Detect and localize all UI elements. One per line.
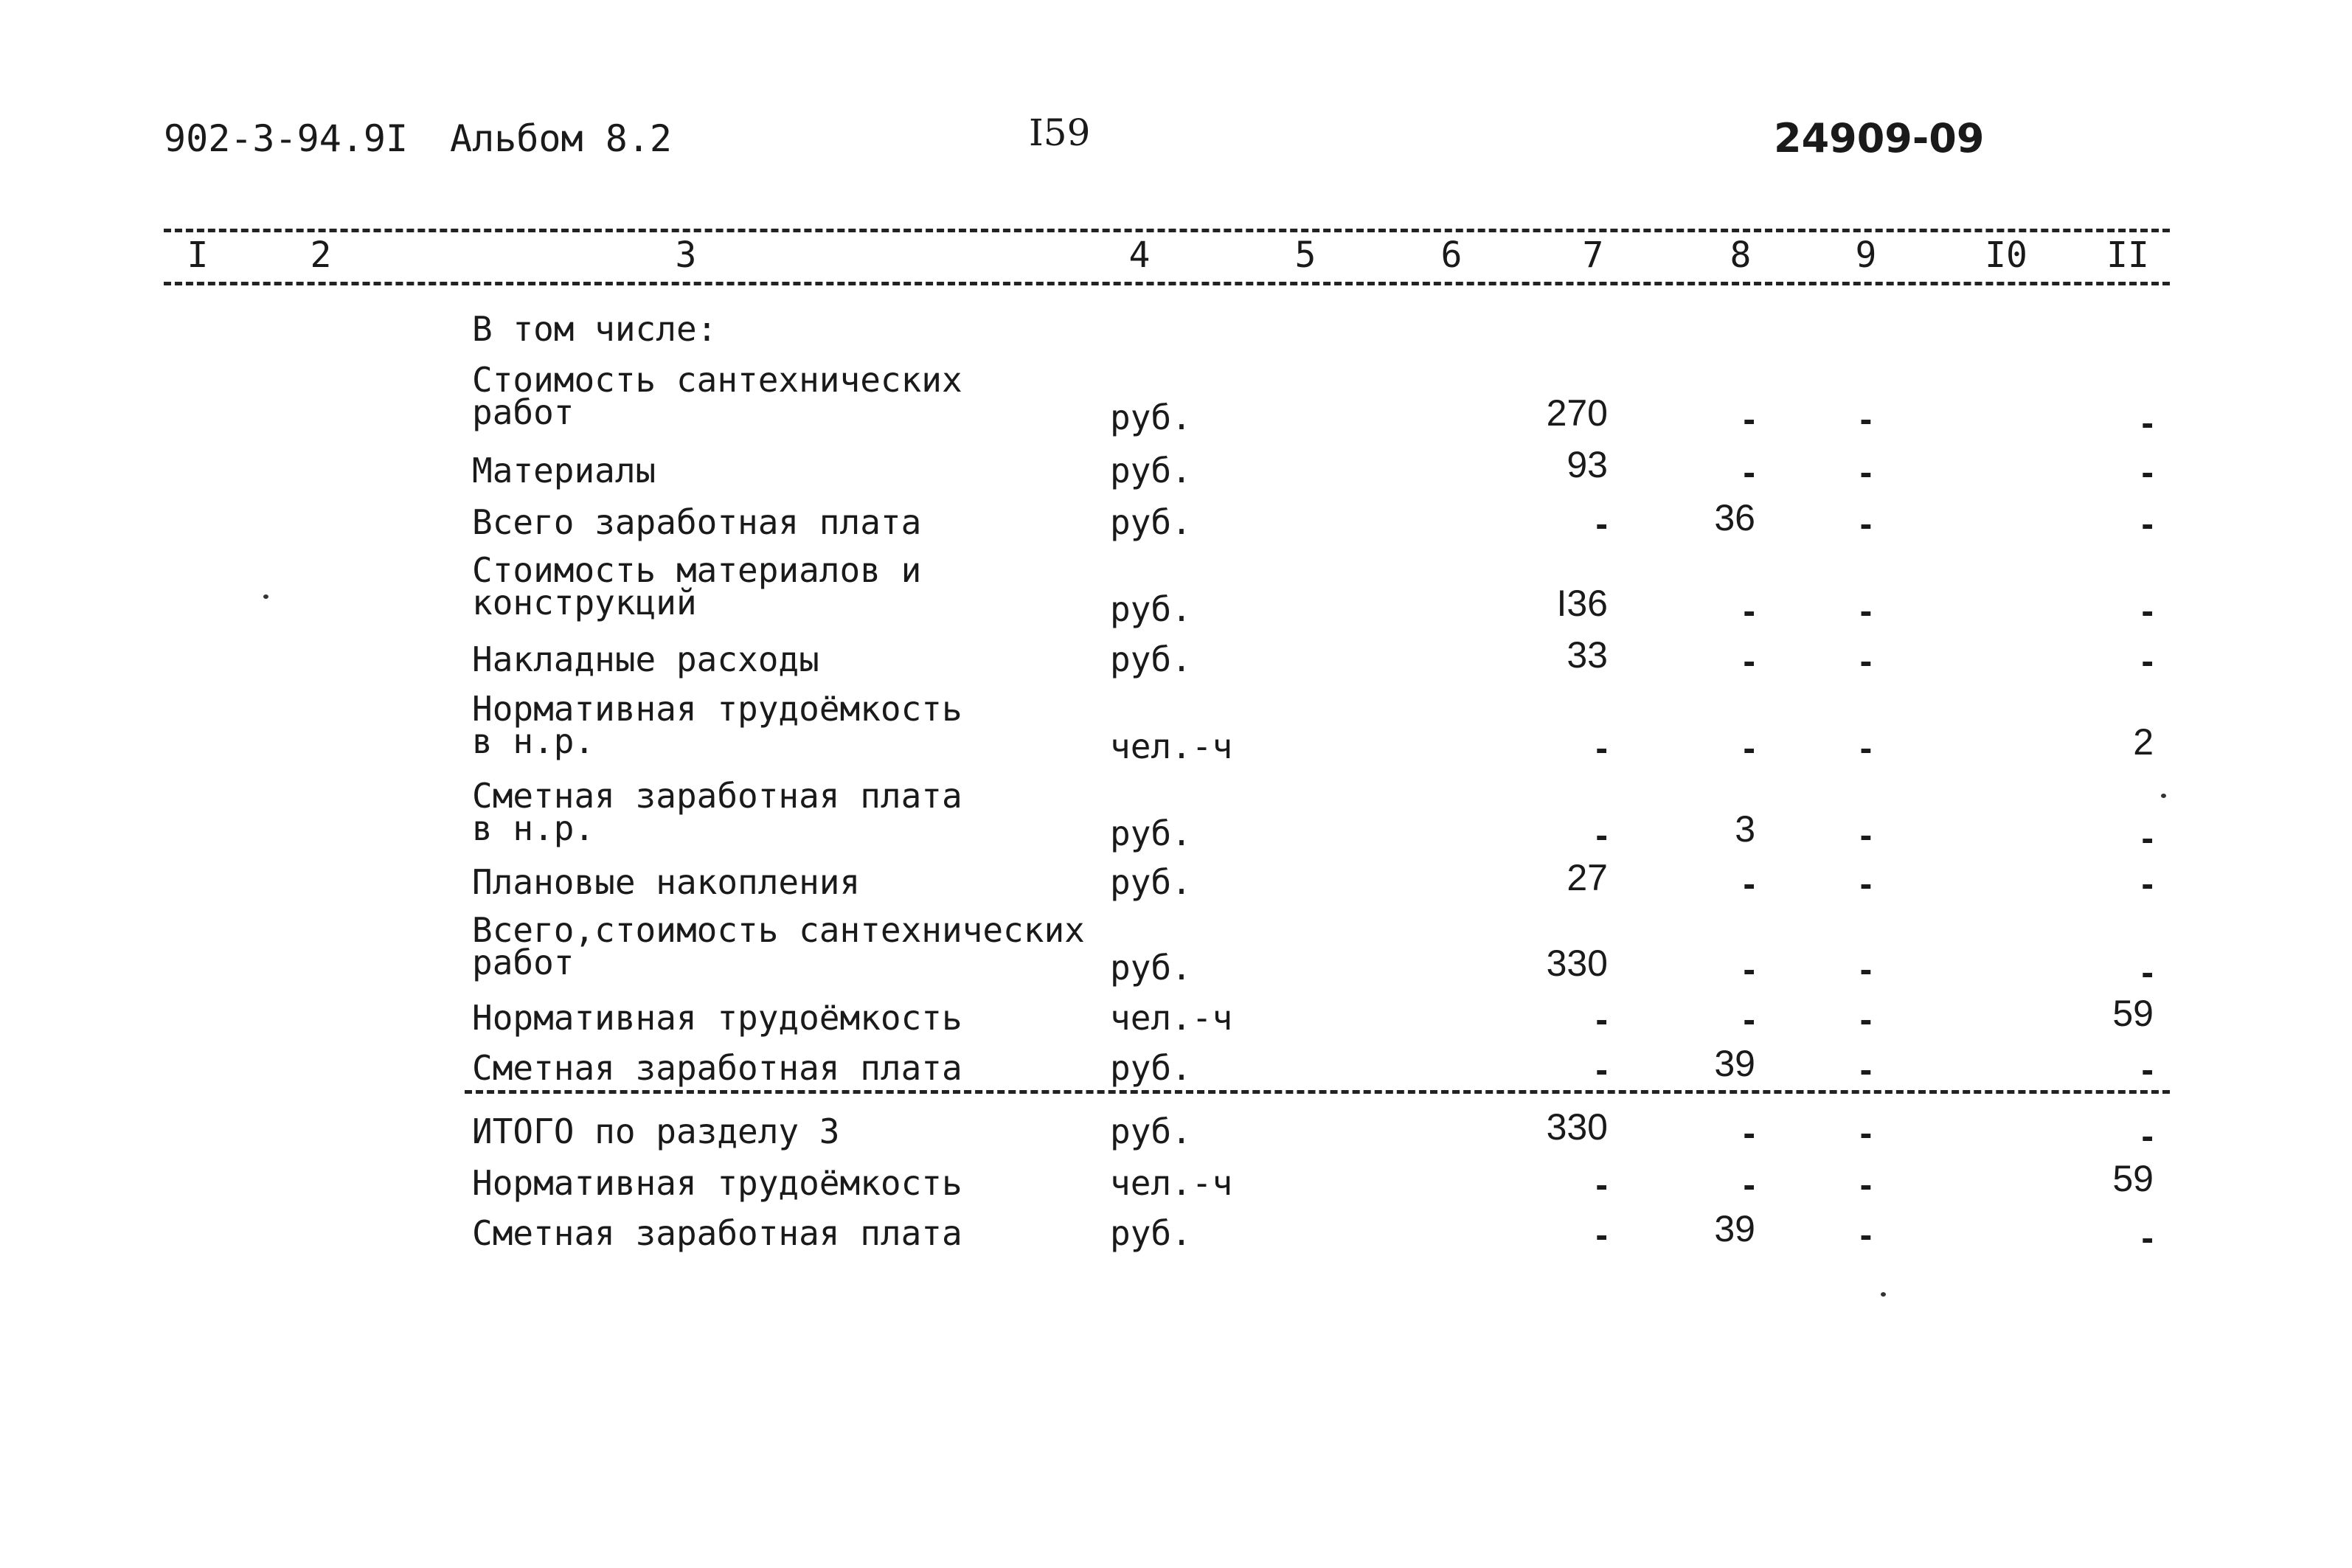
row-label-line: работ (472, 392, 575, 432)
row-label (472, 361, 962, 431)
totals-unit: руб. (1110, 1111, 1192, 1151)
totals-value-col9: - (1859, 1112, 1873, 1154)
totals-value-col11: - (2141, 1115, 2154, 1156)
totals-value-col11: 59 (2112, 1158, 2154, 1199)
row-label (472, 912, 1085, 981)
column-header-top-line (164, 229, 2170, 232)
totals-unit: чел.-ч (1110, 1163, 1233, 1203)
row-value-col9: - (1859, 503, 1873, 544)
row-value-col11: 59 (2112, 993, 2154, 1034)
row-unit: руб. (1110, 451, 1192, 490)
totals-label: ИТОГО по разделу 3 (472, 1111, 840, 1151)
row-label-line: Стоимость материалов и (472, 550, 922, 590)
row-label-line: работ (472, 943, 575, 982)
row-value-col11: - (2141, 590, 2154, 631)
row-label-line: Всего,стоимость сантехнических (472, 910, 1085, 950)
row-value-col7: 93 (1567, 444, 1608, 485)
row-value-col7: - (1595, 814, 1608, 856)
totals-label: Сметная заработная плата (472, 1213, 962, 1253)
sheet-code: 24909-09 (1774, 115, 1985, 162)
row-label: Материалы (472, 451, 656, 490)
row-unit: чел.-ч (1110, 998, 1233, 1038)
row-value-col7: - (1595, 1049, 1608, 1090)
column-number-5: 5 (1294, 235, 1317, 276)
totals-unit: руб. (1110, 1213, 1192, 1253)
column-number-3: 3 (675, 235, 697, 276)
row-value-col8: - (1743, 999, 1755, 1040)
row-label: Всего заработная плата (472, 502, 922, 542)
row-value-col7: 33 (1567, 634, 1608, 676)
row-value-col11: - (2141, 402, 2154, 443)
row-value-col11: - (2141, 951, 2154, 993)
column-number-11: II (2106, 235, 2149, 276)
scan-speck (1881, 1292, 1886, 1297)
row-value-col8: - (1743, 640, 1755, 681)
row-value-col8: 39 (1714, 1043, 1755, 1084)
row-label-line: конструкций (472, 583, 697, 622)
row-value-col8: - (1743, 590, 1755, 631)
row-value-col11: - (2141, 1049, 2154, 1090)
totals-value-col7: - (1595, 1214, 1608, 1255)
row-value-col7: - (1595, 503, 1608, 544)
totals-value-col11: - (2141, 1217, 2154, 1258)
column-number-7: 7 (1582, 235, 1604, 276)
row-value-col11: - (2141, 863, 2154, 904)
row-value-col8: - (1743, 451, 1755, 493)
row-unit: руб. (1110, 1048, 1192, 1088)
page-number: I59 (1029, 111, 1091, 154)
row-value-col8: - (1743, 948, 1755, 990)
row-value-col11: 2 (2133, 721, 2154, 763)
row-label-line: Стоимость сантехнических (472, 360, 962, 400)
scan-speck (263, 594, 268, 599)
row-unit: руб. (1110, 589, 1192, 629)
row-value-col9: - (1859, 999, 1873, 1040)
row-value-col9: - (1859, 451, 1873, 493)
row-value-col11: - (2141, 817, 2154, 858)
column-number-10: I0 (1985, 235, 2027, 276)
row-label-line: Нормативная трудоёмкость (472, 689, 962, 729)
column-number-8: 8 (1730, 235, 1752, 276)
row-label (472, 552, 921, 621)
totals-value-col7: - (1595, 1164, 1608, 1205)
row-value-col8: - (1743, 398, 1755, 440)
row-label: Плановые накопления (472, 862, 861, 902)
row-unit: руб. (1110, 639, 1192, 679)
row-value-col9: - (1859, 863, 1873, 904)
totals-value-col9: - (1859, 1214, 1873, 1255)
row-label: Накладные расходы (472, 639, 819, 679)
totals-value-col8: - (1743, 1164, 1755, 1205)
row-label: Сметная заработная плата (472, 1048, 962, 1088)
row-value-col9: - (1859, 640, 1873, 681)
column-number-4: 4 (1128, 235, 1151, 276)
row-value-col7: - (1595, 727, 1608, 769)
row-value-col9: - (1859, 948, 1873, 990)
row-label (472, 690, 962, 760)
row-unit: руб. (1110, 398, 1192, 437)
row-value-col8: - (1743, 727, 1755, 769)
totals-value-col8: 39 (1714, 1208, 1755, 1249)
row-value-col11: - (2141, 451, 2154, 493)
row-label-line: Сметная заработная плата (472, 776, 962, 816)
row-value-col9: - (1859, 727, 1873, 769)
row-value-col9: - (1859, 590, 1873, 631)
column-number-1: I (187, 235, 209, 276)
row-unit: руб. (1110, 862, 1192, 902)
row-value-col8: - (1743, 863, 1755, 904)
row-value-col7: 270 (1546, 392, 1608, 434)
row-unit: чел.-ч (1110, 726, 1233, 766)
row-value-col7: - (1595, 999, 1608, 1040)
totals-value-col8: - (1743, 1112, 1755, 1154)
row-value-col7: 330 (1546, 943, 1608, 984)
column-number-9: 9 (1855, 235, 1877, 276)
row-label-line: в н.р. (472, 808, 595, 848)
row-label: Нормативная трудоёмкость (472, 998, 962, 1038)
row-unit: руб. (1110, 502, 1192, 542)
row-value-col8: 3 (1735, 808, 1755, 850)
row-value-col8: 36 (1714, 497, 1755, 538)
totals-value-col9: - (1859, 1164, 1873, 1205)
row-label-including: В том числе: (472, 309, 718, 349)
totals-separator (465, 1090, 2170, 1094)
row-value-col11: - (2141, 503, 2154, 544)
document-code: 902-3-94.9I (164, 117, 409, 160)
row-value-col7: I36 (1556, 583, 1608, 624)
row-value-col7: 27 (1567, 857, 1608, 898)
album-label: Альбом 8.2 (450, 117, 673, 160)
column-number-2: 2 (310, 235, 332, 276)
row-value-col9: - (1859, 814, 1873, 856)
column-number-6: 6 (1440, 235, 1463, 276)
row-label-line: в н.р. (472, 721, 595, 761)
row-label (472, 777, 962, 847)
totals-label: Нормативная трудоёмкость (472, 1163, 962, 1203)
row-value-col9: - (1859, 398, 1873, 440)
row-unit: руб. (1110, 948, 1192, 988)
totals-value-col7: 330 (1546, 1106, 1608, 1148)
scan-speck (2161, 794, 2166, 798)
row-unit: руб. (1110, 814, 1192, 853)
row-value-col9: - (1859, 1049, 1873, 1090)
row-value-col11: - (2141, 640, 2154, 681)
column-header-bottom-line (164, 282, 2170, 285)
